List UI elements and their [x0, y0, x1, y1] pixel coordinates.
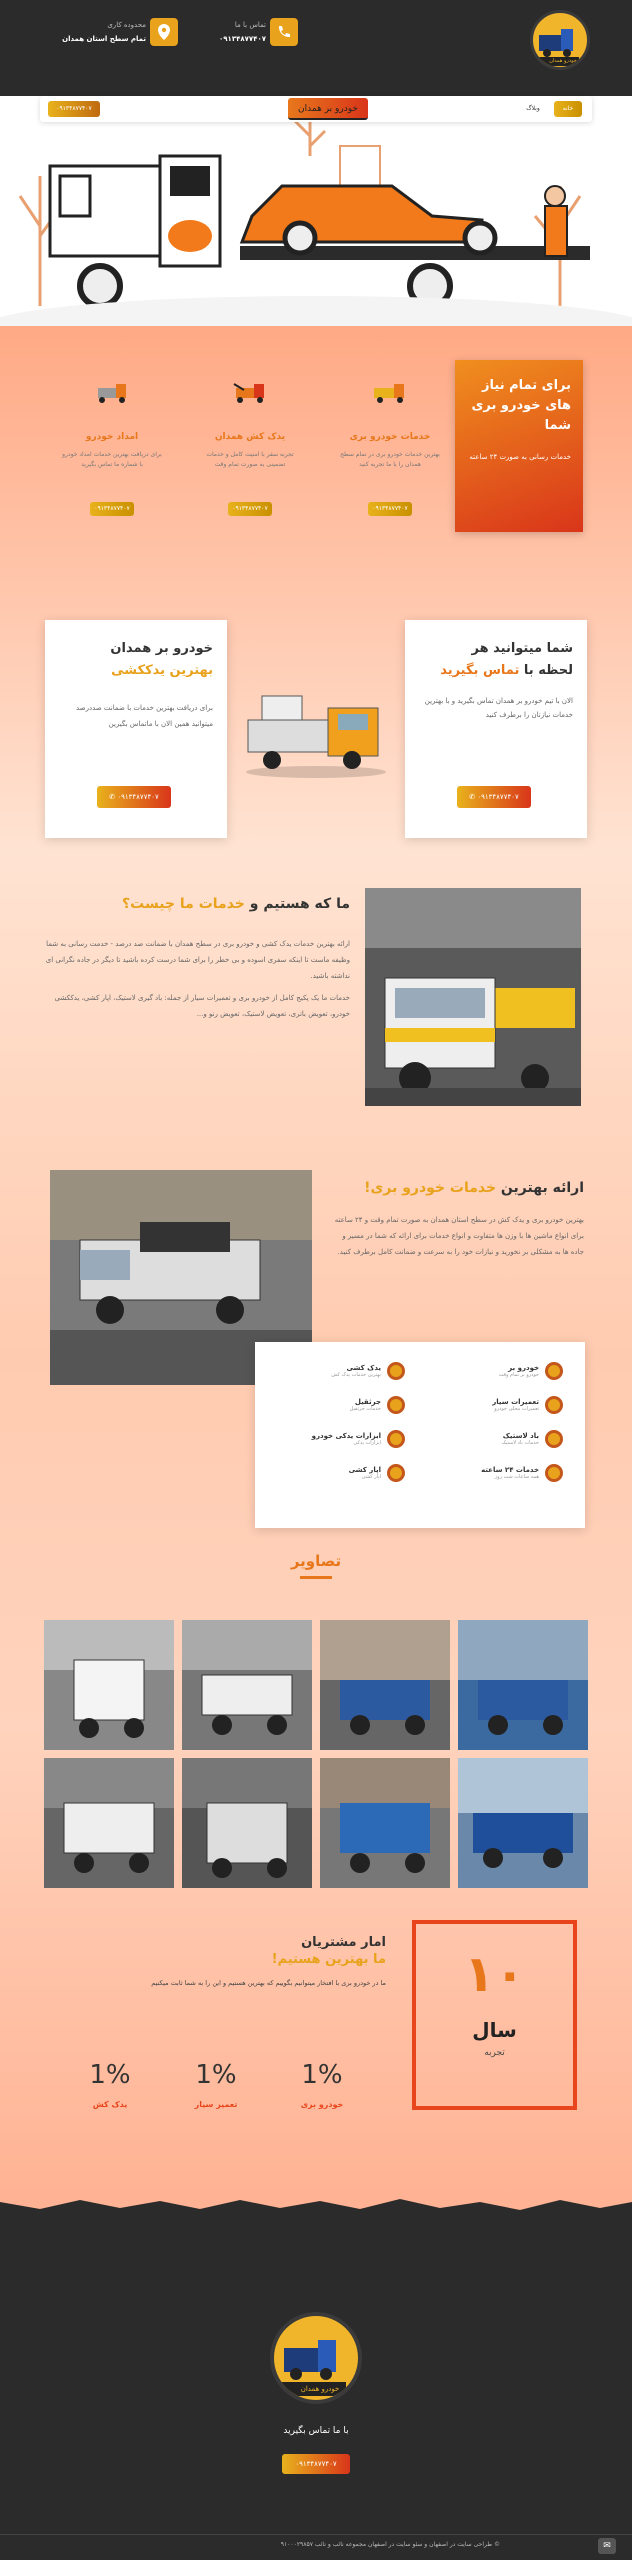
about-title-b: خدمات ما چیست؟ — [122, 896, 245, 912]
area-label: محدوده کاری — [107, 21, 146, 29]
service-icon — [387, 1464, 405, 1482]
stat-value: 1% — [195, 2060, 237, 2090]
stats-desc: ما در خودرو بری با افتخار میتوانیم بگوییم که بهترین هستیم و این را به شما ثابت میکنیم — [151, 1979, 386, 1987]
gallery-photo[interactable] — [458, 1758, 588, 1888]
phone-icon: ✆ — [469, 793, 476, 801]
feature-card — [340, 380, 440, 520]
services-desc: بهترین خودرو بری و یدک کش در سطح استان همدان به صورت تمام وقت و ۲۴ ساعته برای انواع ماشین ها با وزن ها متفاوت و انواع خدمات برای ارائه که شما در مسیر و جاده ها به مشکلی بر نخورید و نیازات خود را به سرعت و ضمانت کامل برطرف کنید. — [334, 1216, 584, 1256]
service-item[interactable] — [277, 1396, 405, 1414]
about-title — [45, 896, 350, 912]
cta-left-title-b: بهترین یدککشی — [111, 663, 213, 678]
services-text — [330, 1180, 584, 1260]
intro-title: برای تمام نیاز های خودرو بری شما — [471, 378, 571, 433]
stat-label: خودرو بری — [300, 2100, 344, 2109]
service-icon — [545, 1430, 563, 1448]
cta-right-call-button[interactable] — [457, 786, 531, 808]
copyright: © طراحی سایت در اصفهان و سئو سایت در اصفهان مجموعه نائب و نائب ۹۱۰۰۰۲۹۸۵۷ — [280, 2541, 500, 2548]
about-photo — [365, 888, 581, 1106]
phone-number[interactable]: ۰۹۱۳۴۸۷۷۴۰۷ — [219, 35, 266, 43]
feature-title: یدک کش همدان — [214, 432, 286, 442]
tow-truck-icon — [92, 380, 132, 406]
experience-label: تجربه — [484, 2048, 505, 2058]
service-sub: ابزارات یدکی — [353, 1440, 381, 1446]
nav-blog[interactable]: وبلاگ — [526, 105, 540, 112]
service-item[interactable] — [435, 1430, 563, 1448]
area-value: تمام سطح استان همدان — [62, 35, 146, 43]
feature-call-button[interactable]: ۰۹۱۳۴۸۷۷۴۰۷ — [228, 502, 272, 516]
service-icon — [387, 1362, 405, 1380]
nav-call-button[interactable]: ۰۹۱۳۴۸۷۷۴۰۷ — [48, 101, 100, 117]
experience-number: ۱۰ — [463, 1945, 526, 2003]
hero-illustration — [0, 96, 632, 326]
footer-logo[interactable] — [270, 2312, 362, 2404]
service-title: خودرو بر — [508, 1364, 539, 1372]
about-p1: ارائه بهترین خدمات یدک کشی و خودرو بری در سطح همدان با ضمانت صد درصد - خدمت رسانی به شما وظیفه ماست تا اینکه سفری اسوده و بی خطر را برای شما درست کرده باشید تا دیگر در جاده نگرانی ای نداشته باشید. — [45, 940, 350, 980]
gallery-photo[interactable] — [320, 1620, 450, 1750]
intro-subtitle: خدمات رسانی به صورت ۲۴ ساعته — [469, 453, 571, 461]
hero — [0, 96, 632, 326]
stats-title-a: امار مشتریان — [301, 1935, 386, 1950]
services-title — [330, 1180, 584, 1196]
service-title: اپار کشی — [348, 1466, 381, 1474]
feature-title: امداد خودرو — [85, 432, 139, 442]
service-title: باد لاستیک — [502, 1432, 539, 1440]
cta-right-title-a: شما میتوانید هر — [471, 641, 573, 656]
phone-icon[interactable] — [270, 18, 298, 46]
feature-desc: برای دریافت بهترین خدمات امداد خودرو با شماره ما تماس بگیرید — [62, 451, 162, 468]
tow-truck-icon — [230, 380, 270, 406]
services-title-a: ارائه بهترین — [496, 1180, 584, 1196]
cta-card-right — [405, 620, 587, 838]
navbar — [40, 96, 592, 122]
cta-right-desc: الان با تیم خودرو بر همدان تماس بگیرید و با بهترین خدمات نیازتان را برطرف کنید — [424, 697, 573, 719]
service-sub: بهترین خدمات یدک کش — [331, 1372, 381, 1378]
nav-center-title[interactable]: خودرو بر همدان — [288, 98, 368, 120]
cta-left-desc: برای دریافت بهترین خدمات با ضمانت صددرصد میتوانید همین الان با ماتماس بگیرین — [75, 704, 213, 728]
location-icon — [150, 18, 178, 46]
service-icon — [545, 1464, 563, 1482]
stat-value: 1% — [89, 2060, 131, 2090]
stat-item — [176, 2060, 256, 2109]
message-icon[interactable]: ✉ — [598, 2538, 616, 2554]
phone-info — [200, 18, 266, 46]
feature-desc: بهترین خدمات خودرو بری در تمام سطح همدان را با ما تجربه کنید — [340, 451, 440, 468]
cta-card-left — [45, 620, 227, 838]
area-info — [40, 18, 146, 46]
stat-item — [282, 2060, 362, 2109]
gallery-photo[interactable] — [182, 1620, 312, 1750]
service-item[interactable] — [435, 1396, 563, 1414]
services-list — [255, 1342, 585, 1528]
service-title: ابزارات یدکی خودرو — [311, 1432, 381, 1440]
cta-right-title — [419, 638, 573, 682]
experience-unit: سال — [472, 2018, 517, 2042]
gallery-photo[interactable] — [182, 1758, 312, 1888]
feature-call-button[interactable]: ۰۹۱۳۴۸۷۷۴۰۷ — [90, 502, 134, 516]
cta-right-btn-label: ۰۹۱۳۴۸۷۷۴۰۷ — [477, 793, 519, 801]
about-p2: خدمات ما یک پکیج کامل از خودرو بری و تعمیرات سیار از جمله: باد گیری لاستیک، اپار کشی، یدککشی خودرو، تعویض باتری، تعویض لاستیک، تعویض رنو و... — [54, 994, 350, 1018]
header — [0, 0, 632, 96]
logo-text: خودرو همدان — [549, 58, 577, 64]
tow-truck-icon — [370, 380, 410, 406]
service-item[interactable] — [277, 1362, 405, 1380]
about-text — [45, 896, 350, 1022]
service-item[interactable] — [277, 1464, 405, 1482]
stat-value: 1% — [301, 2060, 343, 2090]
service-icon — [387, 1396, 405, 1414]
feature-title: خدمات خودرو بری — [349, 432, 431, 442]
stat-label: یدک کش — [92, 2100, 128, 2109]
feature-call-button[interactable]: ۰۹۱۳۴۸۷۷۴۰۷ — [368, 502, 412, 516]
service-item[interactable] — [435, 1464, 563, 1482]
service-icon — [545, 1362, 563, 1380]
cta-left-title — [59, 638, 213, 682]
gallery-photo[interactable] — [44, 1620, 174, 1750]
hero-truck-image — [242, 680, 390, 780]
cta-left-title-a: خودرو بر همدان — [110, 641, 213, 656]
experience-box — [412, 1920, 577, 2110]
service-sub: خودرو بر تمام وقت — [498, 1372, 539, 1378]
service-sub: خدمات باد لاستیک — [501, 1440, 539, 1446]
cta-left-btn-label: ۰۹۱۳۴۸۷۷۴۰۷ — [117, 793, 159, 801]
cta-left-call-button[interactable] — [97, 786, 171, 808]
nav-home[interactable]: خانه — [554, 101, 582, 117]
service-title: جرثقیل — [354, 1398, 381, 1406]
feature-desc: تجربه سفر با امنیت کامل و خدمات تضمینی به صورت تمام وقت — [206, 451, 294, 468]
gallery-photo[interactable] — [44, 1758, 174, 1888]
service-icon — [387, 1430, 405, 1448]
gallery-photo[interactable] — [458, 1620, 588, 1750]
gallery-title: تصاویر — [290, 1552, 342, 1570]
stats-text — [50, 1935, 386, 1987]
service-sub: اپار کشی — [361, 1474, 381, 1480]
cta-right-title-b: لحظه با — [519, 663, 573, 678]
phone-label: تماس با ما — [234, 21, 266, 29]
footer — [0, 2196, 632, 2560]
gallery-grid — [44, 1620, 588, 1888]
stat-label: تعمیر سیار — [194, 2100, 238, 2109]
footer-logo-text: خودرو همدان — [300, 2385, 340, 2393]
cta-right-title-c: تماس بگیرید — [440, 663, 520, 678]
intro-box — [455, 360, 583, 532]
footer-contact: با ما تماس بگیرید — [283, 2426, 349, 2436]
service-sub: همه ساعات شب روز — [494, 1474, 539, 1480]
stat-item — [70, 2060, 150, 2109]
gallery-title-underline — [300, 1576, 332, 1579]
service-title: خدمات ۲۴ ساعته — [481, 1466, 539, 1474]
gallery-photo[interactable] — [320, 1758, 450, 1888]
service-item[interactable] — [435, 1362, 563, 1380]
services-title-b: خدمات خودرو بری! — [364, 1180, 497, 1196]
about-title-a: ما که هستیم و — [244, 896, 350, 912]
stats-row — [50, 2060, 386, 2120]
stats-title-b: ما بهترین هستیم! — [271, 1952, 386, 1967]
phone-icon: ✆ — [109, 793, 116, 801]
footer-torn-edge — [0, 2196, 632, 2216]
feature-card — [62, 380, 162, 520]
footer-call-button[interactable]: ۰۹۱۳۴۸۷۷۴۰۷ — [282, 2454, 350, 2474]
service-icon — [545, 1396, 563, 1414]
site-logo[interactable] — [530, 10, 590, 70]
service-item[interactable] — [277, 1430, 405, 1448]
service-title: تعمیرات سیار — [492, 1398, 539, 1406]
service-sub: تعمیرات محلی خودرو — [494, 1406, 539, 1412]
service-sub: خدمات جرثقیل — [349, 1406, 381, 1412]
feature-card — [200, 380, 300, 520]
service-title: یدک کشی — [346, 1364, 381, 1372]
